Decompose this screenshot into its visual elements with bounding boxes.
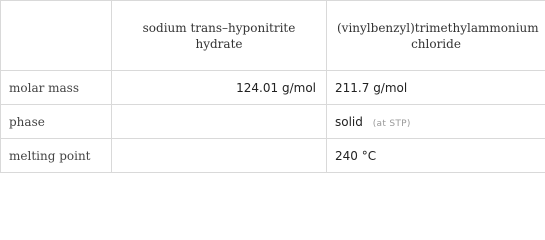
row-label-melting-point: melting point <box>1 139 112 173</box>
molar-mass-value: 124.01 <box>236 80 279 95</box>
cell-molar-mass-vinylbenzyl-chloride <box>327 71 545 105</box>
melting-point-value: 240 <box>335 148 358 163</box>
phase-condition-note: (at STP) <box>372 118 411 129</box>
cell-phase-vinylbenzyl-chloride <box>327 105 545 139</box>
table-corner-cell <box>1 1 112 71</box>
cell-molar-mass-sodium-hyponitrite <box>112 71 327 105</box>
melting-point-unit: °C <box>361 148 377 163</box>
column-header-vinylbenzyl-chloride: (vinylbenzyl)trimethylammonium chloride <box>327 1 545 71</box>
table-header-row <box>1 1 545 71</box>
molar-mass-unit: g/mol <box>281 80 316 95</box>
table-row-phase <box>1 105 545 139</box>
table-row-melting-point <box>1 139 545 173</box>
table-row-molar-mass <box>1 71 545 105</box>
column-header-sodium-hyponitrite: sodium trans–hyponitrite hydrate <box>112 1 327 71</box>
molar-mass-value: 211.7 <box>335 80 370 95</box>
molar-mass-unit: g/mol <box>373 80 408 95</box>
cell-melting-point-sodium-hyponitrite <box>112 139 327 173</box>
row-label-phase: phase <box>1 105 112 139</box>
cell-melting-point-vinylbenzyl-chloride <box>327 139 545 173</box>
phase-value: solid <box>335 114 363 129</box>
row-label-molar-mass: molar mass <box>1 71 112 105</box>
cell-phase-sodium-hyponitrite <box>112 105 327 139</box>
